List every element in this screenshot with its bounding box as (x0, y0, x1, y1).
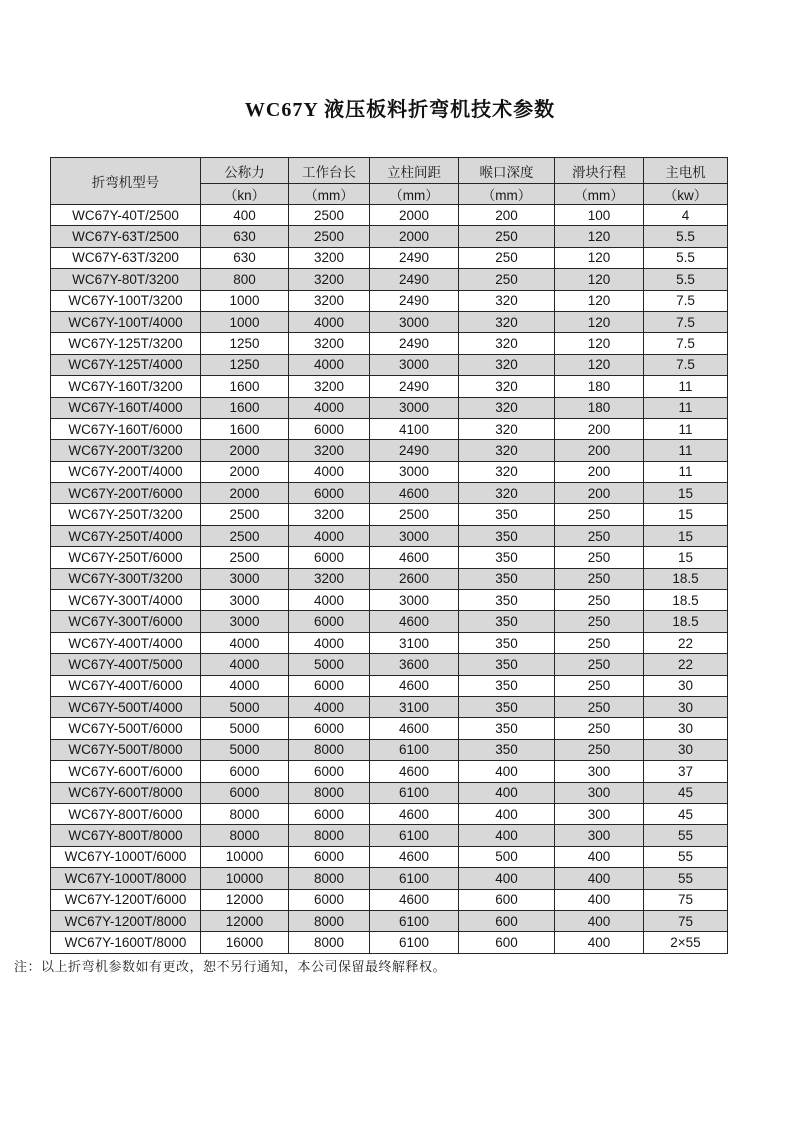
value-cell: 400 (201, 205, 289, 226)
model-cell: WC67Y-1600T/8000 (51, 932, 201, 953)
value-cell: 5000 (201, 739, 289, 760)
model-cell: WC67Y-200T/4000 (51, 461, 201, 482)
value-cell: 250 (459, 269, 555, 290)
value-cell: 4000 (201, 654, 289, 675)
value-cell: 18.5 (644, 568, 728, 589)
value-cell: 320 (459, 333, 555, 354)
value-cell: 2000 (201, 483, 289, 504)
value-cell: 11 (644, 397, 728, 418)
model-cell: WC67Y-80T/3200 (51, 269, 201, 290)
table-row (51, 525, 728, 546)
value-cell: 120 (555, 226, 644, 247)
unit-nominal-force: （kn） (201, 184, 289, 205)
value-cell: 320 (459, 440, 555, 461)
value-cell: 800 (201, 269, 289, 290)
value-cell: 300 (555, 825, 644, 846)
table-row (51, 483, 728, 504)
value-cell: 320 (459, 483, 555, 504)
value-cell: 250 (555, 504, 644, 525)
value-cell: 350 (459, 654, 555, 675)
value-cell: 3000 (201, 590, 289, 611)
value-cell: 2500 (289, 226, 370, 247)
model-cell: WC67Y-40T/2500 (51, 205, 201, 226)
value-cell: 22 (644, 654, 728, 675)
value-cell: 350 (459, 525, 555, 546)
value-cell: 7.5 (644, 311, 728, 332)
value-cell: 3200 (289, 376, 370, 397)
model-cell: WC67Y-200T/6000 (51, 483, 201, 504)
value-cell: 5.5 (644, 247, 728, 268)
value-cell: 7.5 (644, 354, 728, 375)
value-cell: 4600 (370, 761, 459, 782)
value-cell: 6100 (370, 932, 459, 953)
value-cell: 5000 (289, 654, 370, 675)
value-cell: 4000 (289, 696, 370, 717)
value-cell: 75 (644, 889, 728, 910)
unit-throat-depth: （mm） (459, 184, 555, 205)
value-cell: 350 (459, 675, 555, 696)
value-cell: 500 (459, 846, 555, 867)
value-cell: 6000 (289, 611, 370, 632)
spec-table (50, 157, 728, 954)
value-cell: 2000 (201, 440, 289, 461)
value-cell: 2490 (370, 333, 459, 354)
value-cell: 180 (555, 397, 644, 418)
unit-main-motor: （kw） (644, 184, 728, 205)
value-cell: 6000 (289, 761, 370, 782)
model-cell: WC67Y-250T/6000 (51, 547, 201, 568)
unit-table-length: （mm） (289, 184, 370, 205)
page-title: WC67Y 液压板料折弯机技术参数 (244, 99, 556, 121)
value-cell: 11 (644, 440, 728, 461)
value-cell: 350 (459, 632, 555, 653)
value-cell: 6000 (201, 761, 289, 782)
value-cell: 10000 (201, 846, 289, 867)
value-cell: 18.5 (644, 611, 728, 632)
table-row (51, 333, 728, 354)
value-cell: 30 (644, 739, 728, 760)
table-row (51, 568, 728, 589)
table-row (51, 803, 728, 824)
value-cell: 5000 (201, 718, 289, 739)
model-cell: WC67Y-300T/6000 (51, 611, 201, 632)
value-cell: 75 (644, 910, 728, 931)
value-cell: 2500 (201, 525, 289, 546)
value-cell: 300 (555, 782, 644, 803)
value-cell: 4600 (370, 718, 459, 739)
table-row (51, 654, 728, 675)
value-cell: 15 (644, 547, 728, 568)
value-cell: 120 (555, 354, 644, 375)
value-cell: 3200 (289, 568, 370, 589)
value-cell: 4 (644, 205, 728, 226)
value-cell: 350 (459, 590, 555, 611)
value-cell: 3000 (201, 611, 289, 632)
model-cell: WC67Y-160T/4000 (51, 397, 201, 418)
value-cell: 250 (555, 696, 644, 717)
value-cell: 4600 (370, 846, 459, 867)
value-cell: 1600 (201, 397, 289, 418)
value-cell: 400 (555, 889, 644, 910)
table-row (51, 825, 728, 846)
table-row (51, 226, 728, 247)
value-cell: 45 (644, 803, 728, 824)
value-cell: 2000 (370, 205, 459, 226)
value-cell: 250 (555, 675, 644, 696)
value-cell: 30 (644, 718, 728, 739)
value-cell: 400 (459, 868, 555, 889)
value-cell: 250 (459, 247, 555, 268)
value-cell: 250 (459, 226, 555, 247)
value-cell: 3000 (370, 525, 459, 546)
value-cell: 3000 (370, 311, 459, 332)
value-cell: 2490 (370, 247, 459, 268)
value-cell: 320 (459, 418, 555, 439)
table-row (51, 611, 728, 632)
value-cell: 400 (459, 825, 555, 846)
value-cell: 1250 (201, 354, 289, 375)
table-row (51, 354, 728, 375)
value-cell: 250 (555, 525, 644, 546)
value-cell: 4000 (289, 354, 370, 375)
table-row (51, 376, 728, 397)
table-row (51, 590, 728, 611)
value-cell: 6000 (289, 547, 370, 568)
value-cell: 3600 (370, 654, 459, 675)
table-row (51, 461, 728, 482)
value-cell: 120 (555, 311, 644, 332)
value-cell: 4600 (370, 803, 459, 824)
model-cell: WC67Y-100T/4000 (51, 311, 201, 332)
table-row (51, 868, 728, 889)
value-cell: 400 (555, 868, 644, 889)
value-cell: 15 (644, 504, 728, 525)
table-row (51, 889, 728, 910)
table-row (51, 932, 728, 953)
value-cell: 45 (644, 782, 728, 803)
value-cell: 2×55 (644, 932, 728, 953)
value-cell: 2000 (201, 461, 289, 482)
model-cell: WC67Y-63T/3200 (51, 247, 201, 268)
value-cell: 55 (644, 825, 728, 846)
value-cell: 3200 (289, 290, 370, 311)
value-cell: 320 (459, 461, 555, 482)
model-cell: WC67Y-1200T/6000 (51, 889, 201, 910)
value-cell: 250 (555, 547, 644, 568)
table-body (51, 205, 728, 954)
value-cell: 4000 (289, 461, 370, 482)
value-cell: 4600 (370, 675, 459, 696)
value-cell: 350 (459, 696, 555, 717)
value-cell: 2000 (370, 226, 459, 247)
model-cell: WC67Y-100T/3200 (51, 290, 201, 311)
value-cell: 400 (555, 932, 644, 953)
value-cell: 200 (555, 461, 644, 482)
value-cell: 1250 (201, 333, 289, 354)
value-cell: 3000 (201, 568, 289, 589)
header-model: 折弯机型号 (51, 158, 201, 205)
value-cell: 320 (459, 311, 555, 332)
value-cell: 12000 (201, 910, 289, 931)
value-cell: 1600 (201, 418, 289, 439)
value-cell: 300 (555, 761, 644, 782)
value-cell: 30 (644, 696, 728, 717)
model-cell: WC67Y-125T/3200 (51, 333, 201, 354)
value-cell: 400 (555, 846, 644, 867)
value-cell: 6000 (289, 803, 370, 824)
value-cell: 250 (555, 590, 644, 611)
table-row (51, 696, 728, 717)
value-cell: 15 (644, 483, 728, 504)
table-row (51, 739, 728, 760)
value-cell: 3000 (370, 590, 459, 611)
model-cell: WC67Y-1200T/8000 (51, 910, 201, 931)
value-cell: 6000 (289, 483, 370, 504)
value-cell: 200 (555, 440, 644, 461)
table-row (51, 632, 728, 653)
value-cell: 7.5 (644, 333, 728, 354)
value-cell: 37 (644, 761, 728, 782)
value-cell: 6000 (289, 418, 370, 439)
model-cell: WC67Y-400T/5000 (51, 654, 201, 675)
value-cell: 6100 (370, 782, 459, 803)
model-cell: WC67Y-1000T/6000 (51, 846, 201, 867)
value-cell: 8000 (289, 868, 370, 889)
value-cell: 350 (459, 739, 555, 760)
value-cell: 250 (555, 611, 644, 632)
model-cell: WC67Y-500T/8000 (51, 739, 201, 760)
value-cell: 350 (459, 568, 555, 589)
value-cell: 320 (459, 376, 555, 397)
table-row (51, 504, 728, 525)
value-cell: 600 (459, 910, 555, 931)
model-cell: WC67Y-160T/3200 (51, 376, 201, 397)
header-table-length: 工作台长 (289, 158, 370, 184)
value-cell: 6100 (370, 825, 459, 846)
value-cell: 11 (644, 461, 728, 482)
value-cell: 120 (555, 269, 644, 290)
value-cell: 400 (459, 761, 555, 782)
model-cell: WC67Y-300T/3200 (51, 568, 201, 589)
model-cell: WC67Y-400T/6000 (51, 675, 201, 696)
model-cell: WC67Y-1000T/8000 (51, 868, 201, 889)
value-cell: 3200 (289, 247, 370, 268)
value-cell: 4000 (289, 311, 370, 332)
value-cell: 1600 (201, 376, 289, 397)
table-row (51, 782, 728, 803)
value-cell: 8000 (289, 825, 370, 846)
value-cell: 600 (459, 889, 555, 910)
value-cell: 18.5 (644, 590, 728, 611)
value-cell: 4600 (370, 611, 459, 632)
value-cell: 11 (644, 418, 728, 439)
table-row (51, 247, 728, 268)
table-row (51, 846, 728, 867)
value-cell: 600 (459, 932, 555, 953)
value-cell: 3000 (370, 397, 459, 418)
table-row (51, 311, 728, 332)
value-cell: 320 (459, 290, 555, 311)
header-ram-stroke: 滑块行程 (555, 158, 644, 184)
value-cell: 6100 (370, 739, 459, 760)
value-cell: 4000 (201, 632, 289, 653)
value-cell: 250 (555, 568, 644, 589)
value-cell: 30 (644, 675, 728, 696)
value-cell: 250 (555, 718, 644, 739)
value-cell: 7.5 (644, 290, 728, 311)
model-cell: WC67Y-200T/3200 (51, 440, 201, 461)
value-cell: 630 (201, 247, 289, 268)
value-cell: 4600 (370, 483, 459, 504)
value-cell: 8000 (201, 803, 289, 824)
model-cell: WC67Y-63T/2500 (51, 226, 201, 247)
value-cell: 3000 (370, 354, 459, 375)
table-row (51, 675, 728, 696)
value-cell: 3200 (289, 504, 370, 525)
value-cell: 400 (459, 803, 555, 824)
model-cell: WC67Y-600T/6000 (51, 761, 201, 782)
value-cell: 400 (555, 910, 644, 931)
table-row (51, 718, 728, 739)
value-cell: 200 (459, 205, 555, 226)
value-cell: 250 (555, 654, 644, 675)
header-row-labels (51, 158, 728, 184)
table-row (51, 290, 728, 311)
model-cell: WC67Y-250T/3200 (51, 504, 201, 525)
value-cell: 3200 (289, 269, 370, 290)
value-cell: 2490 (370, 290, 459, 311)
model-cell: WC67Y-500T/4000 (51, 696, 201, 717)
value-cell: 1000 (201, 290, 289, 311)
value-cell: 2500 (201, 547, 289, 568)
value-cell: 3200 (289, 333, 370, 354)
table-row (51, 269, 728, 290)
value-cell: 4600 (370, 547, 459, 568)
value-cell: 6000 (289, 846, 370, 867)
value-cell: 320 (459, 354, 555, 375)
value-cell: 4100 (370, 418, 459, 439)
value-cell: 2490 (370, 440, 459, 461)
value-cell: 3000 (370, 461, 459, 482)
unit-ram-stroke: （mm） (555, 184, 644, 205)
value-cell: 8000 (289, 739, 370, 760)
value-cell: 630 (201, 226, 289, 247)
value-cell: 15 (644, 525, 728, 546)
model-cell: WC67Y-500T/6000 (51, 718, 201, 739)
value-cell: 350 (459, 504, 555, 525)
value-cell: 300 (555, 803, 644, 824)
value-cell: 1000 (201, 311, 289, 332)
value-cell: 4000 (289, 632, 370, 653)
value-cell: 11 (644, 376, 728, 397)
value-cell: 250 (555, 739, 644, 760)
table-row (51, 205, 728, 226)
value-cell: 3100 (370, 696, 459, 717)
value-cell: 400 (459, 782, 555, 803)
value-cell: 2500 (201, 504, 289, 525)
model-cell: WC67Y-300T/4000 (51, 590, 201, 611)
table-row (51, 418, 728, 439)
value-cell: 180 (555, 376, 644, 397)
value-cell: 120 (555, 333, 644, 354)
value-cell: 3200 (289, 440, 370, 461)
value-cell: 200 (555, 483, 644, 504)
value-cell: 6100 (370, 910, 459, 931)
model-cell: WC67Y-250T/4000 (51, 525, 201, 546)
table-row (51, 440, 728, 461)
model-cell: WC67Y-800T/8000 (51, 825, 201, 846)
value-cell: 4000 (201, 675, 289, 696)
header-column-spacing: 立柱间距 (370, 158, 459, 184)
header-nominal-force: 公称力 (201, 158, 289, 184)
value-cell: 8000 (289, 932, 370, 953)
value-cell: 6000 (289, 675, 370, 696)
value-cell: 6000 (289, 889, 370, 910)
value-cell: 2500 (289, 205, 370, 226)
value-cell: 8000 (289, 910, 370, 931)
value-cell: 250 (555, 632, 644, 653)
value-cell: 22 (644, 632, 728, 653)
value-cell: 6000 (201, 782, 289, 803)
value-cell: 4000 (289, 590, 370, 611)
value-cell: 2600 (370, 568, 459, 589)
table-row (51, 761, 728, 782)
table-header (51, 158, 728, 205)
value-cell: 200 (555, 418, 644, 439)
value-cell: 5.5 (644, 269, 728, 290)
model-cell: WC67Y-600T/8000 (51, 782, 201, 803)
header-main-motor: 主电机 (644, 158, 728, 184)
value-cell: 8000 (201, 825, 289, 846)
value-cell: 3100 (370, 632, 459, 653)
model-cell: WC67Y-160T/6000 (51, 418, 201, 439)
value-cell: 8000 (289, 782, 370, 803)
value-cell: 4000 (289, 525, 370, 546)
value-cell: 350 (459, 718, 555, 739)
value-cell: 10000 (201, 868, 289, 889)
footer-note: 注：以上折弯机参数如有更改，恕不另行通知，本公司保留最终解释权。 (14, 959, 447, 974)
value-cell: 2500 (370, 504, 459, 525)
value-cell: 55 (644, 868, 728, 889)
model-cell: WC67Y-400T/4000 (51, 632, 201, 653)
value-cell: 4000 (289, 397, 370, 418)
value-cell: 350 (459, 547, 555, 568)
value-cell: 5000 (201, 696, 289, 717)
value-cell: 6100 (370, 868, 459, 889)
value-cell: 2490 (370, 376, 459, 397)
value-cell: 12000 (201, 889, 289, 910)
value-cell: 4600 (370, 889, 459, 910)
value-cell: 5.5 (644, 226, 728, 247)
value-cell: 2490 (370, 269, 459, 290)
model-cell: WC67Y-125T/4000 (51, 354, 201, 375)
model-cell: WC67Y-800T/6000 (51, 803, 201, 824)
header-throat-depth: 喉口深度 (459, 158, 555, 184)
table-row (51, 910, 728, 931)
value-cell: 320 (459, 397, 555, 418)
value-cell: 100 (555, 205, 644, 226)
value-cell: 350 (459, 611, 555, 632)
table-row (51, 547, 728, 568)
value-cell: 120 (555, 247, 644, 268)
value-cell: 6000 (289, 718, 370, 739)
value-cell: 55 (644, 846, 728, 867)
value-cell: 16000 (201, 932, 289, 953)
value-cell: 120 (555, 290, 644, 311)
table-row (51, 397, 728, 418)
unit-column-spacing: （mm） (370, 184, 459, 205)
